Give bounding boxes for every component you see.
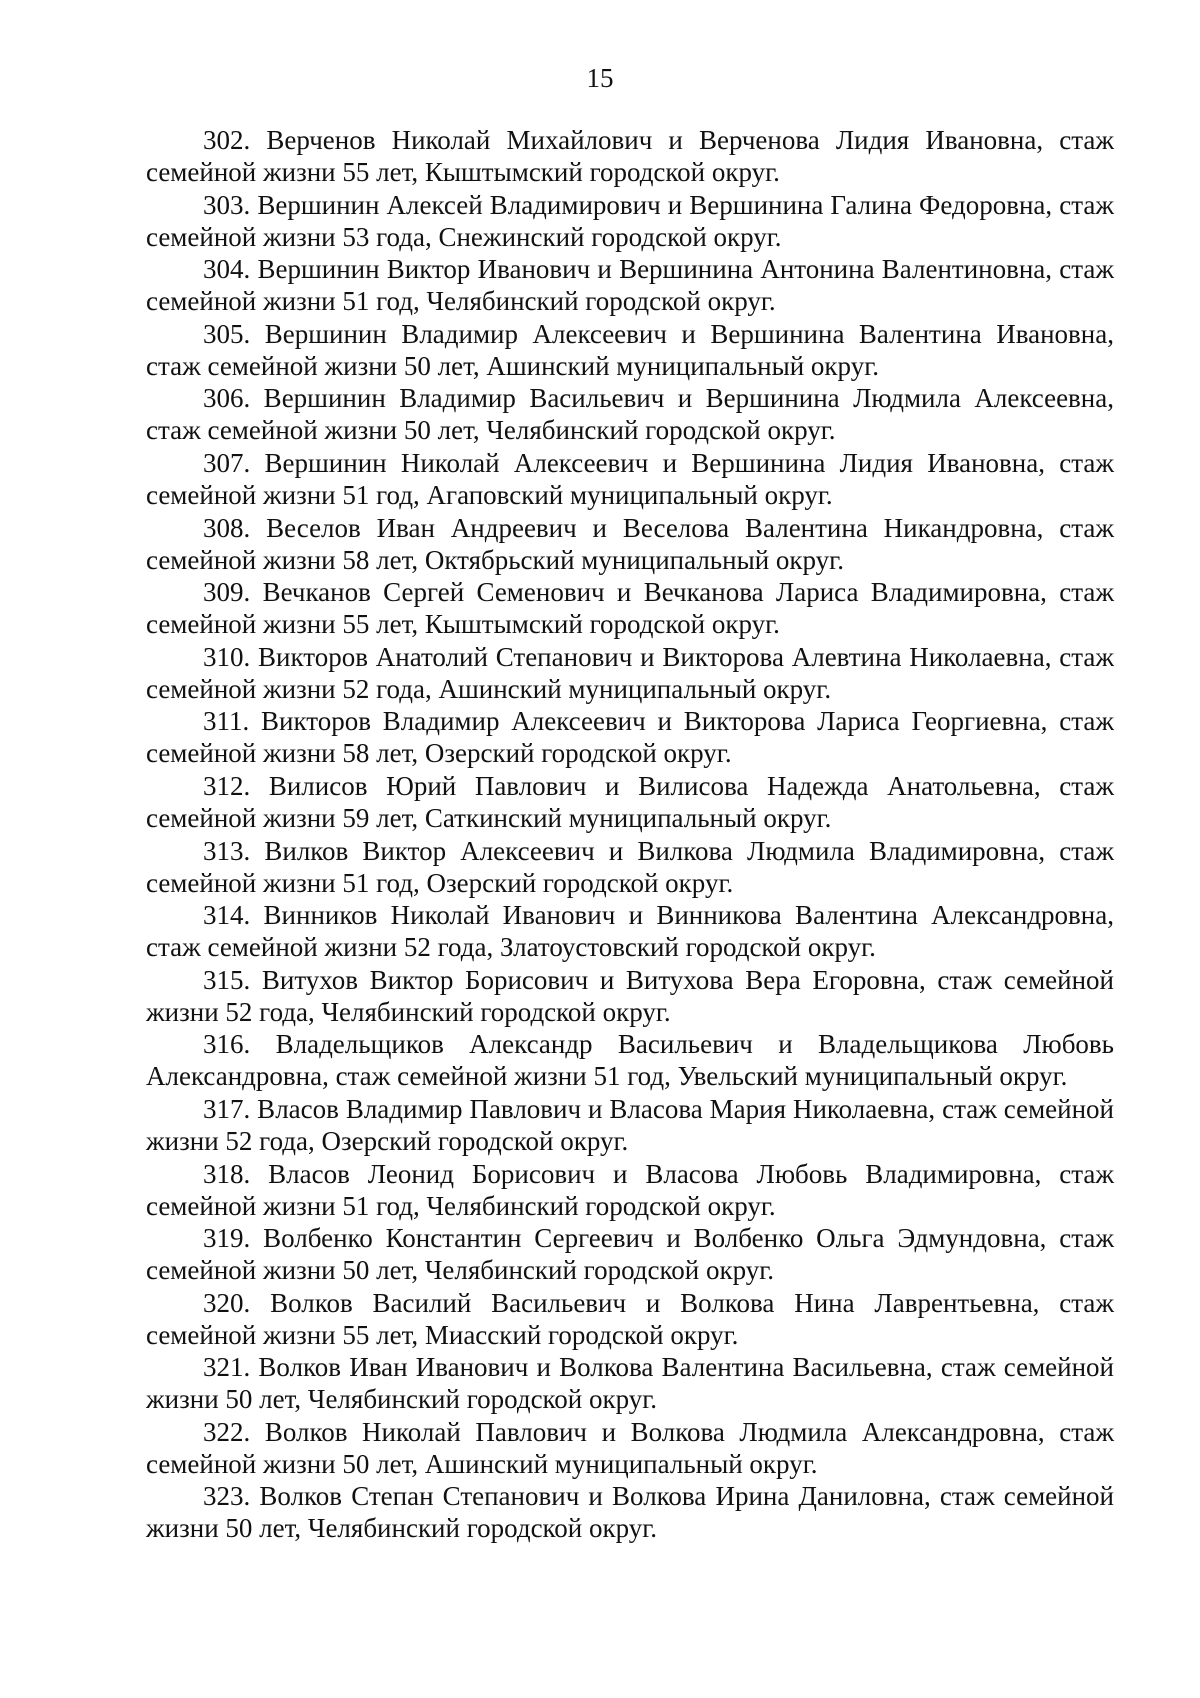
entry-text: 311. Викторов Владимир Алексеевич и Викторова Лариса Георгиевна, стаж семейной жизни 58 лет, Озерский городской округ. <box>146 706 1114 769</box>
entry-text: 307. Вершинин Николай Алексеевич и Вершинина Лидия Ивановна, стаж семейной жизни 51 год, Агаповский муниципальный округ. <box>146 447 1114 510</box>
entry-text: 305. Вершинин Владимир Алексеевич и Вершинина Валентина Ивановна, стаж семейной жизни 50 лет, Ашинский муниципальный округ. <box>146 318 1114 381</box>
entry-text: 304. Вершинин Виктор Иванович и Вершинина Антонина Валентиновна, стаж семейной жизни 51 год, Челябинский городской округ. <box>146 254 1114 317</box>
list-item <box>146 964 1114 1028</box>
entry-text: 318. Власов Леонид Борисович и Власова Любовь Владимировна, стаж семейной жизни 51 год, Челябинский городской округ. <box>146 1158 1114 1221</box>
list-item <box>146 770 1114 834</box>
entry-text: 317. Власов Владимир Павлович и Власова Мария Николаевна, стаж семейной жизни 52 года, Озерский городской округ. <box>146 1093 1114 1156</box>
entry-text: 313. Вилков Виктор Алексеевич и Вилкова Людмила Владимировна, стаж семейной жизни 51 год, Озерский городской округ. <box>146 835 1114 898</box>
list-item <box>146 1028 1114 1092</box>
entry-text: 320. Волков Василий Васильевич и Волкова Нина Лаврентьевна, стаж семейной жизни 55 лет, Миасский городской округ. <box>146 1287 1114 1350</box>
entry-text: 308. Веселов Иван Андреевич и Веселова Валентина Никандровна, стаж семейной жизни 58 лет, Октябрьский муниципальный округ. <box>146 512 1114 575</box>
list-item <box>146 1287 1114 1351</box>
list-item <box>146 1351 1114 1415</box>
list-item <box>146 1416 1114 1480</box>
entry-text: 310. Викторов Анатолий Степанович и Викторова Алевтина Николаевна, стаж семейной жизни 52 года, Ашинский муниципальный округ. <box>146 641 1114 704</box>
entry-text: 322. Волков Николай Павлович и Волкова Людмила Александровна, стаж семейной жизни 50 лет, Ашинский муниципальный округ. <box>146 1416 1114 1479</box>
list-item <box>146 1093 1114 1157</box>
entry-text: 303. Вершинин Алексей Владимирович и Вершинина Галина Федоровна, стаж семейной жизни 53 года, Снежинский городской округ. <box>146 189 1114 252</box>
entry-text: 323. Волков Степан Степанович и Волкова Ирина Даниловна, стаж семейной жизни 50 лет, Челябинский городской округ. <box>146 1481 1114 1544</box>
list-item <box>146 253 1114 317</box>
entry-text: 312. Вилисов Юрий Павлович и Вилисова Надежда Анатольевна, стаж семейной жизни 59 лет, Саткинский муниципальный округ. <box>146 770 1114 833</box>
list-item <box>146 835 1114 899</box>
list-item <box>146 318 1114 382</box>
list-item <box>146 189 1114 253</box>
entry-text: 314. Винников Николай Иванович и Винникова Валентина Александровна, стаж семейной жизни 52 года, Златоустовский городской округ. <box>146 900 1114 963</box>
list-item <box>146 1158 1114 1222</box>
list-item <box>146 382 1114 446</box>
entry-text: 316. Владельщиков Александр Васильевич и Владельщикова Любовь Александровна, стаж семейной жизни 51 год, Увельский муниципальный округ. <box>146 1029 1114 1092</box>
entry-text: 315. Витухов Виктор Борисович и Витухова Вера Егоровна, стаж семейной жизни 52 года, Челябинский городской округ. <box>146 964 1114 1027</box>
entry-list <box>146 124 1114 1545</box>
entry-text: 321. Волков Иван Иванович и Волкова Валентина Васильевна, стаж семейной жизни 50 лет, Челябинский городской округ. <box>146 1352 1114 1415</box>
list-item <box>146 899 1114 963</box>
list-item <box>146 1222 1114 1286</box>
entry-text: 302. Верченов Николай Михайлович и Верченова Лидия Ивановна, стаж семейной жизни 55 лет, Кыштымский городской округ. <box>146 125 1114 187</box>
page-number: 15 <box>586 63 614 93</box>
entry-text: 309. Вечканов Сергей Семенович и Вечканова Лариса Владимировна, стаж семейной жизни 55 лет, Кыштымский городской округ. <box>146 577 1114 640</box>
list-item <box>146 641 1114 705</box>
entry-text: 319. Волбенко Константин Сергеевич и Волбенко Ольга Эдмундовна, стаж семейной жизни 50 лет, Челябинский городской округ. <box>146 1223 1114 1286</box>
list-item <box>146 512 1114 576</box>
entry-text: 306. Вершинин Владимир Васильевич и Вершинина Людмила Алексеевна, стаж семейной жизни 50 лет, Челябинский городской округ. <box>146 383 1114 446</box>
list-item <box>146 447 1114 511</box>
list-item <box>146 124 1114 188</box>
list-item <box>146 705 1114 769</box>
list-item <box>146 576 1114 640</box>
list-item <box>146 1480 1114 1544</box>
